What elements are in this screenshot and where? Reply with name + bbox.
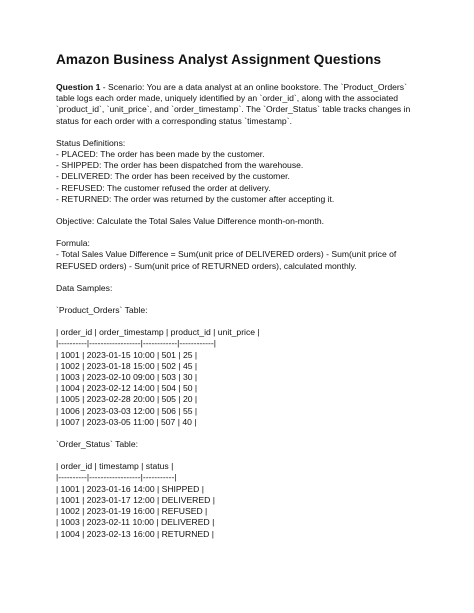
status-definition-item: - DELIVERED: The order has been received by the customer.	[56, 171, 290, 182]
table-row: | 1001 | 2023-01-17 12:00 | DELIVERED |	[56, 494, 215, 505]
table-row: | order_id | timestamp | status |	[56, 461, 174, 472]
table-row: | 1003 | 2023-02-10 09:00 | 503 | 30 |	[56, 372, 198, 383]
question-paragraph	[56, 82, 428, 127]
status-definition-item: - PLACED: The order has been made by the customer.	[56, 149, 265, 160]
question-label: Question 1	[56, 82, 101, 92]
table-row: | 1007 | 2023-03-05 11:00 | 507 | 40 |	[56, 416, 197, 427]
table-row: | 1005 | 2023-02-28 20:00 | 505 | 20 |	[56, 394, 198, 405]
question-line: `product_id`, `unit_price`, and `order_timestamp`. The `Order_Status` table tracks changes in	[56, 104, 411, 115]
formula-paragraph	[56, 238, 428, 272]
objective-paragraph	[56, 216, 428, 227]
formula-line: - Total Sales Value Difference = Sum(unit price of DELIVERED orders) - Sum(unit price of	[56, 249, 397, 260]
table-row: | 1002 | 2023-01-19 16:00 | REFUSED |	[56, 506, 208, 517]
table-row: | 1004 | 2023-02-13 16:00 | RETURNED |	[56, 528, 214, 539]
table-row: |----------|------------------|------------|------------|	[56, 338, 216, 349]
question-line: table logs each order made, uniquely identified by an `order_id`, along with the associated	[56, 93, 399, 104]
table-row: | 1002 | 2023-01-18 15:00 | 502 | 45 |	[56, 360, 198, 371]
product-orders-heading: `Product_Orders` Table:	[56, 305, 148, 316]
objective-text: Objective: Calculate the Total Sales Value Difference month-on-month.	[56, 216, 324, 227]
data-samples-heading: Data Samples:	[56, 282, 113, 293]
formula-line: REFUSED orders) - Sum(unit price of RETURNED orders), calculated monthly.	[56, 260, 357, 271]
product-orders-heading-block	[56, 305, 428, 316]
table-row: | 1004 | 2023-02-12 14:00 | 504 | 50 |	[56, 383, 198, 394]
table-row: | 1003 | 2023-02-11 10:00 | DELIVERED |	[56, 517, 215, 528]
table-row: | order_id | order_timestamp | product_id | unit_price |	[56, 327, 260, 338]
question-line	[56, 82, 428, 93]
order-status-heading: `Order_Status` Table:	[56, 439, 138, 450]
product-orders-table	[56, 327, 428, 428]
status-definition-item: - RETURNED: The order was returned by the customer after accepting it.	[56, 193, 335, 204]
formula-heading: Formula:	[56, 238, 90, 249]
table-row: |----------|------------------|-----------|	[56, 472, 177, 483]
document-title: Amazon Business Analyst Assignment Questions	[56, 52, 382, 67]
status-definition-item: - SHIPPED: The order has been dispatched from the warehouse.	[56, 160, 304, 171]
status-definitions	[56, 138, 428, 205]
table-row: | 1006 | 2023-03-03 12:00 | 506 | 55 |	[56, 405, 198, 416]
question-text: - Scenario: You are a data analyst at an online bookstore. The `Product_Orders`	[100, 82, 407, 92]
status-definitions-heading: Status Definitions:	[56, 137, 126, 148]
status-definition-item: - REFUSED: The customer refused the order at delivery.	[56, 182, 271, 193]
order-status-table	[56, 461, 428, 539]
table-row: | 1001 | 2023-01-15 10:00 | 501 | 25 |	[56, 349, 198, 360]
document-content	[56, 52, 428, 540]
table-row: | 1001 | 2023-01-16 14:00 | SHIPPED |	[56, 483, 204, 494]
order-status-heading-block	[56, 439, 428, 450]
question-line: status for each order with a corresponding status `timestamp`.	[56, 115, 292, 126]
data-samples-paragraph	[56, 283, 428, 294]
